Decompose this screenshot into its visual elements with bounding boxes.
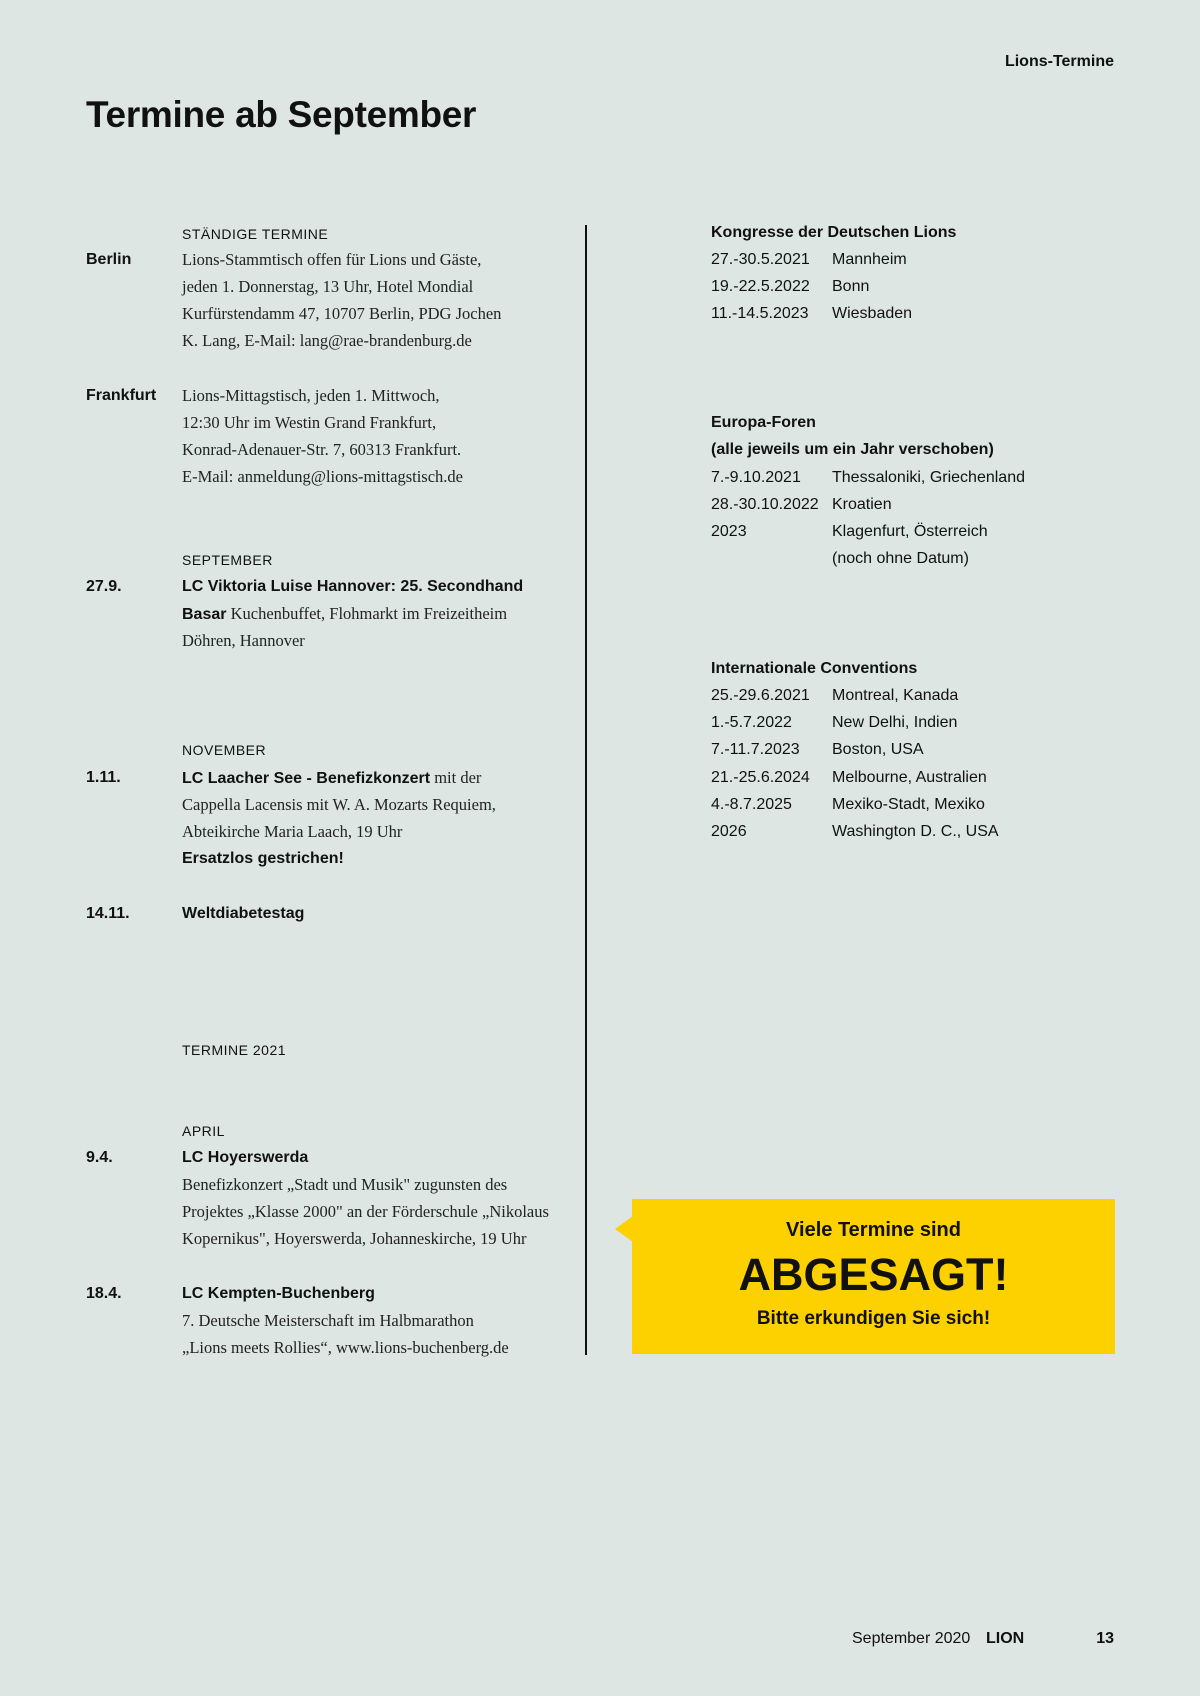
event-description: Abteikirche Maria Laach, 19 Uhr [182, 822, 403, 841]
page-title: Termine ab September [86, 94, 477, 135]
row-place: Kroatien [832, 496, 892, 513]
event-description: Cappella Lacensis mit W. A. Mozarts Requiem, [182, 795, 496, 814]
entry-line: E-Mail: anmeldung@lions-mittagstisch.de [182, 467, 463, 486]
row-date: 7.-9.10.2021 [711, 469, 801, 486]
heading-november: NOVEMBER [182, 742, 267, 758]
row-date: 1.-5.7.2022 [711, 714, 792, 731]
row-date: 7.-11.7.2023 [711, 741, 800, 758]
footer-issue: September 2020 [852, 1630, 971, 1647]
row-date: 28.-30.10.2022 [711, 496, 819, 513]
row-date: 4.-8.7.2025 [711, 796, 792, 813]
row-place: Montreal, Kanada [832, 687, 959, 704]
column-divider [585, 225, 587, 1355]
subheading-europa: (alle jeweils um ein Jahr verschoben) [711, 441, 994, 458]
row-place: New Delhi, Indien [832, 714, 958, 731]
cancel-note: Ersatzlos gestrichen! [182, 850, 344, 867]
entry-line: K. Lang, E-Mail: lang@rae-brandenburg.de [182, 331, 472, 350]
row-place: Wiesbaden [832, 305, 913, 322]
event-description: „Lions meets Rollies“, www.lions-buchenberg.de [182, 1338, 509, 1357]
section-label: Lions-Termine [1004, 53, 1114, 70]
event-description: mit der [430, 768, 482, 787]
row-place: Washington D. C., USA [832, 823, 999, 840]
event-title: LC Kempten-Buchenberg [182, 1285, 375, 1302]
footer-magazine: LION [986, 1630, 1025, 1647]
event-title: LC Laacher See - Benefizkonzert [182, 770, 431, 787]
event-date: 27.9. [86, 578, 122, 595]
row-place: Melbourne, Australien [832, 769, 987, 786]
callout-line3: Bitte erkundigen Sie sich! [756, 1308, 991, 1329]
row-date: 2023 [711, 523, 747, 540]
entry-line: Lions-Stammtisch offen für Lions und Gäste, [182, 250, 482, 269]
event-description: 7. Deutsche Meisterschaft im Halbmarathon [182, 1311, 474, 1330]
row-place: Mannheim [832, 251, 907, 268]
entry-line: jeden 1. Donnerstag, 13 Uhr, Hotel Mondial [182, 277, 474, 296]
row-place: (noch ohne Datum) [832, 550, 969, 567]
callout-pointer [615, 1216, 633, 1242]
event-description: Kuchenbuffet, Flohmarkt im Freizeitheim [226, 604, 508, 623]
page-number: 13 [1096, 1630, 1114, 1647]
row-date: 27.-30.5.2021 [711, 251, 810, 268]
row-date: 19.-22.5.2022 [711, 278, 810, 295]
event-hoyerswerda [182, 1144, 549, 1252]
event-september [182, 573, 523, 654]
entry-line: Kurfürstendamm 47, 10707 Berlin, PDG Jochen [182, 304, 502, 323]
event-date: 1.11. [86, 769, 121, 786]
entry-frankfurt [182, 382, 463, 490]
row-place: Bonn [832, 278, 870, 295]
event-date: 18.4. [86, 1285, 122, 1302]
event-description: Kopernikus", Hoyerswerda, Johanneskirche, 19 Uhr [182, 1229, 527, 1248]
row-place: Boston, USA [832, 741, 924, 758]
entry-line: 12:30 Uhr im Westin Grand Frankfurt, [182, 413, 437, 432]
entry-line: Lions-Mittagstisch, jeden 1. Mittwoch, [182, 386, 440, 405]
cancellation-callout [632, 1199, 1115, 1354]
row-date: 11.-14.5.2023 [711, 305, 809, 322]
row-place: Klagenfurt, Österreich [832, 523, 988, 540]
callout-headline: ABGESAGT! [738, 1249, 1009, 1300]
row-date: 21.-25.6.2024 [711, 769, 810, 786]
heading-april: APRIL [182, 1123, 225, 1139]
entry-berlin [182, 246, 501, 354]
event-laacher-see [182, 764, 496, 872]
event-title: Basar [182, 606, 227, 623]
heading-europa: Europa-Foren [711, 414, 816, 431]
event-kempten [182, 1280, 509, 1361]
callout-line1: Viele Termine sind [786, 1219, 961, 1241]
event-description: Döhren, Hannover [182, 631, 305, 650]
heading-standing: STÄNDIGE TERMINE [182, 226, 329, 242]
heading-conventions: Internationale Conventions [711, 660, 918, 677]
event-date: 9.4. [86, 1149, 113, 1166]
event-title: LC Hoyerswerda [182, 1149, 309, 1166]
event-title: LC Viktoria Luise Hannover: 25. Secondhand [182, 578, 524, 595]
row-date: 25.-29.6.2021 [711, 687, 810, 704]
entry-label-frankfurt: Frankfurt [86, 387, 157, 404]
entry-line: Konrad-Adenauer-Str. 7, 60313 Frankfurt. [182, 440, 462, 459]
row-place: Mexiko-Stadt, Mexiko [832, 796, 985, 813]
event-date: 14.11. [86, 905, 130, 922]
footer [0, 1630, 1200, 1654]
event-description: Projektes „Klasse 2000" an der Förderschule „Nikolaus [182, 1202, 549, 1221]
heading-termine-2021: TERMINE 2021 [182, 1042, 287, 1058]
row-date: 2026 [711, 823, 747, 840]
heading-kongresse: Kongresse der Deutschen Lions [711, 224, 957, 241]
heading-september: SEPTEMBER [182, 552, 273, 568]
row-place: Thessaloniki, Griechenland [832, 469, 1025, 486]
entry-label-berlin: Berlin [86, 251, 132, 268]
event-description: Benefizkonzert „Stadt und Musik" zugunsten des [182, 1175, 508, 1194]
event-title: Weltdiabetestag [182, 905, 305, 922]
